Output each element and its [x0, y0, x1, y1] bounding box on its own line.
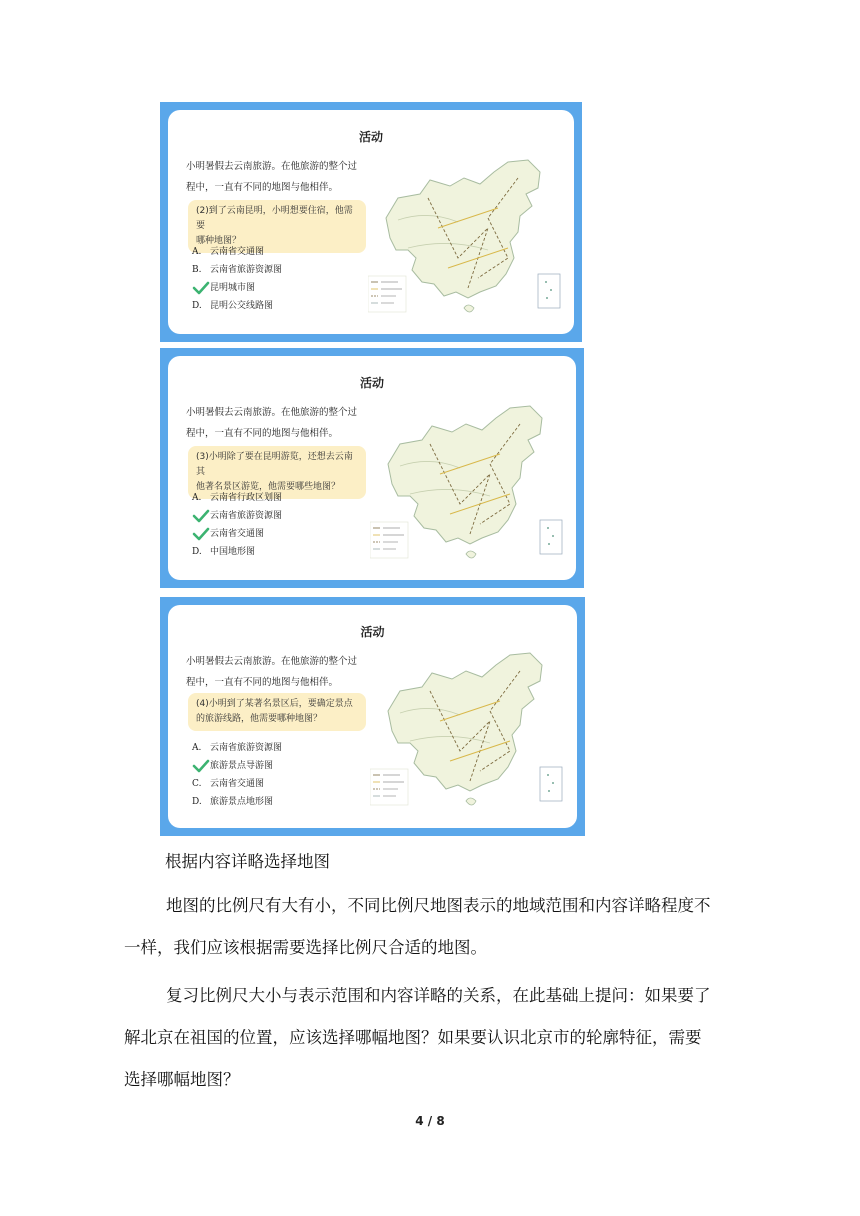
map-legend	[368, 276, 406, 312]
paragraph-line: 地图的比例尺有大有小，不同比例尺地图表示的地域范围和内容详略程度不	[166, 896, 711, 915]
option-letter: D.	[192, 547, 202, 557]
activity-slide-3	[160, 597, 585, 836]
option-c-correct	[192, 279, 282, 297]
option-c	[192, 775, 282, 793]
china-map-image	[370, 651, 570, 823]
option-text: 云南省旅游资源图	[210, 743, 283, 753]
paragraph-line: 解北京在祖国的位置，应该选择哪幅地图？如果要认识北京市的轮廓特征，需要	[124, 1028, 702, 1047]
option-a	[192, 739, 282, 757]
page-number: 4 / 8	[415, 1114, 445, 1128]
option-d	[192, 793, 282, 811]
option-d	[192, 297, 282, 315]
options-list	[192, 243, 282, 315]
intro-line: 程中，一直有不同的地图与他相伴。	[186, 428, 339, 439]
slide-intro	[186, 156, 374, 198]
option-letter: A.	[192, 743, 202, 753]
paragraph-line: 一样，我们应该根据需要选择比例尺合适的地图。	[124, 938, 487, 957]
question-line: (3)小明除了要在昆明游览，还想去云南其	[196, 452, 353, 477]
paragraph-1	[124, 895, 736, 959]
south-china-sea-inset	[538, 274, 560, 308]
slide-card	[168, 356, 576, 580]
checkmark-icon	[192, 509, 210, 523]
checkmark-icon	[192, 527, 210, 541]
checkmark-icon	[192, 759, 210, 773]
intro-line: 小明暑假去云南旅游。在他旅游的整个过	[186, 161, 358, 172]
option-text: 云南省交通图	[210, 247, 265, 257]
intro-line: 小明暑假去云南旅游。在他旅游的整个过	[186, 656, 358, 667]
option-letter: C.	[192, 779, 202, 789]
slide-title: 活动	[360, 625, 385, 639]
slide-title: 活动	[358, 130, 383, 144]
intro-line: 小明暑假去云南旅游。在他旅游的整个过	[186, 407, 358, 418]
slide-intro	[186, 402, 374, 444]
option-letter: A.	[192, 493, 202, 503]
option-text: 旅游景点地形图	[210, 797, 274, 807]
option-text: 云南省交通图	[210, 779, 265, 789]
option-text: 旅游景点导游图	[210, 761, 274, 771]
question-line: (4)小明到了某著名景区后，要确定景点	[196, 699, 353, 709]
option-b-correct	[192, 757, 282, 775]
intro-line: 程中，一直有不同的地图与他相伴。	[186, 182, 339, 193]
option-b-correct	[192, 507, 282, 525]
option-text: 云南省交通图	[210, 529, 265, 539]
slide-intro	[186, 651, 374, 693]
activity-slide-1	[160, 102, 582, 342]
option-text: 云南省旅游资源图	[210, 511, 283, 521]
option-letter: A.	[192, 247, 202, 257]
slide-title: 活动	[359, 376, 384, 390]
question-box	[188, 693, 366, 731]
option-letter: D.	[192, 797, 202, 807]
option-c-correct	[192, 525, 282, 543]
option-text: 中国地形图	[210, 547, 256, 557]
question-line: 他著名景区游览，他需要哪些地图？	[196, 482, 341, 492]
option-d	[192, 543, 282, 561]
slide-card	[168, 605, 577, 828]
option-text: 云南省旅游资源图	[210, 265, 283, 275]
question-line: 哪种地图？	[196, 236, 242, 246]
south-china-sea-inset	[540, 520, 562, 554]
option-b	[192, 261, 282, 279]
options-list	[192, 739, 282, 811]
south-china-sea-inset	[540, 767, 562, 801]
map-legend	[370, 522, 408, 558]
option-letter: B.	[192, 265, 202, 275]
china-map-image	[368, 158, 568, 330]
question-line: (2)到了云南昆明，小明想要住宿，他需要	[196, 206, 353, 231]
activity-slide-2	[160, 348, 584, 588]
question-line: 的旅游线路，他需要哪种地图？	[196, 714, 323, 724]
option-text: 云南省行政区划图	[210, 493, 283, 503]
paragraph-2	[124, 985, 736, 1091]
checkmark-icon	[192, 281, 210, 295]
intro-line: 程中，一直有不同的地图与他相伴。	[186, 677, 339, 688]
option-text: 昆明城市图	[210, 283, 256, 293]
slide-card	[168, 110, 574, 334]
china-map-image	[370, 404, 570, 576]
section-heading: 根据内容详略选择地图	[165, 852, 330, 871]
option-text: 昆明公交线路图	[210, 301, 274, 311]
map-legend	[370, 769, 408, 805]
options-list	[192, 489, 282, 561]
paragraph-line: 选择哪幅地图？	[124, 1070, 240, 1089]
option-letter: D.	[192, 301, 202, 311]
paragraph-line: 复习比例尺大小与表示范围和内容详略的关系，在此基础上提问：如果要了	[166, 986, 711, 1005]
option-a	[192, 489, 282, 507]
option-a	[192, 243, 282, 261]
